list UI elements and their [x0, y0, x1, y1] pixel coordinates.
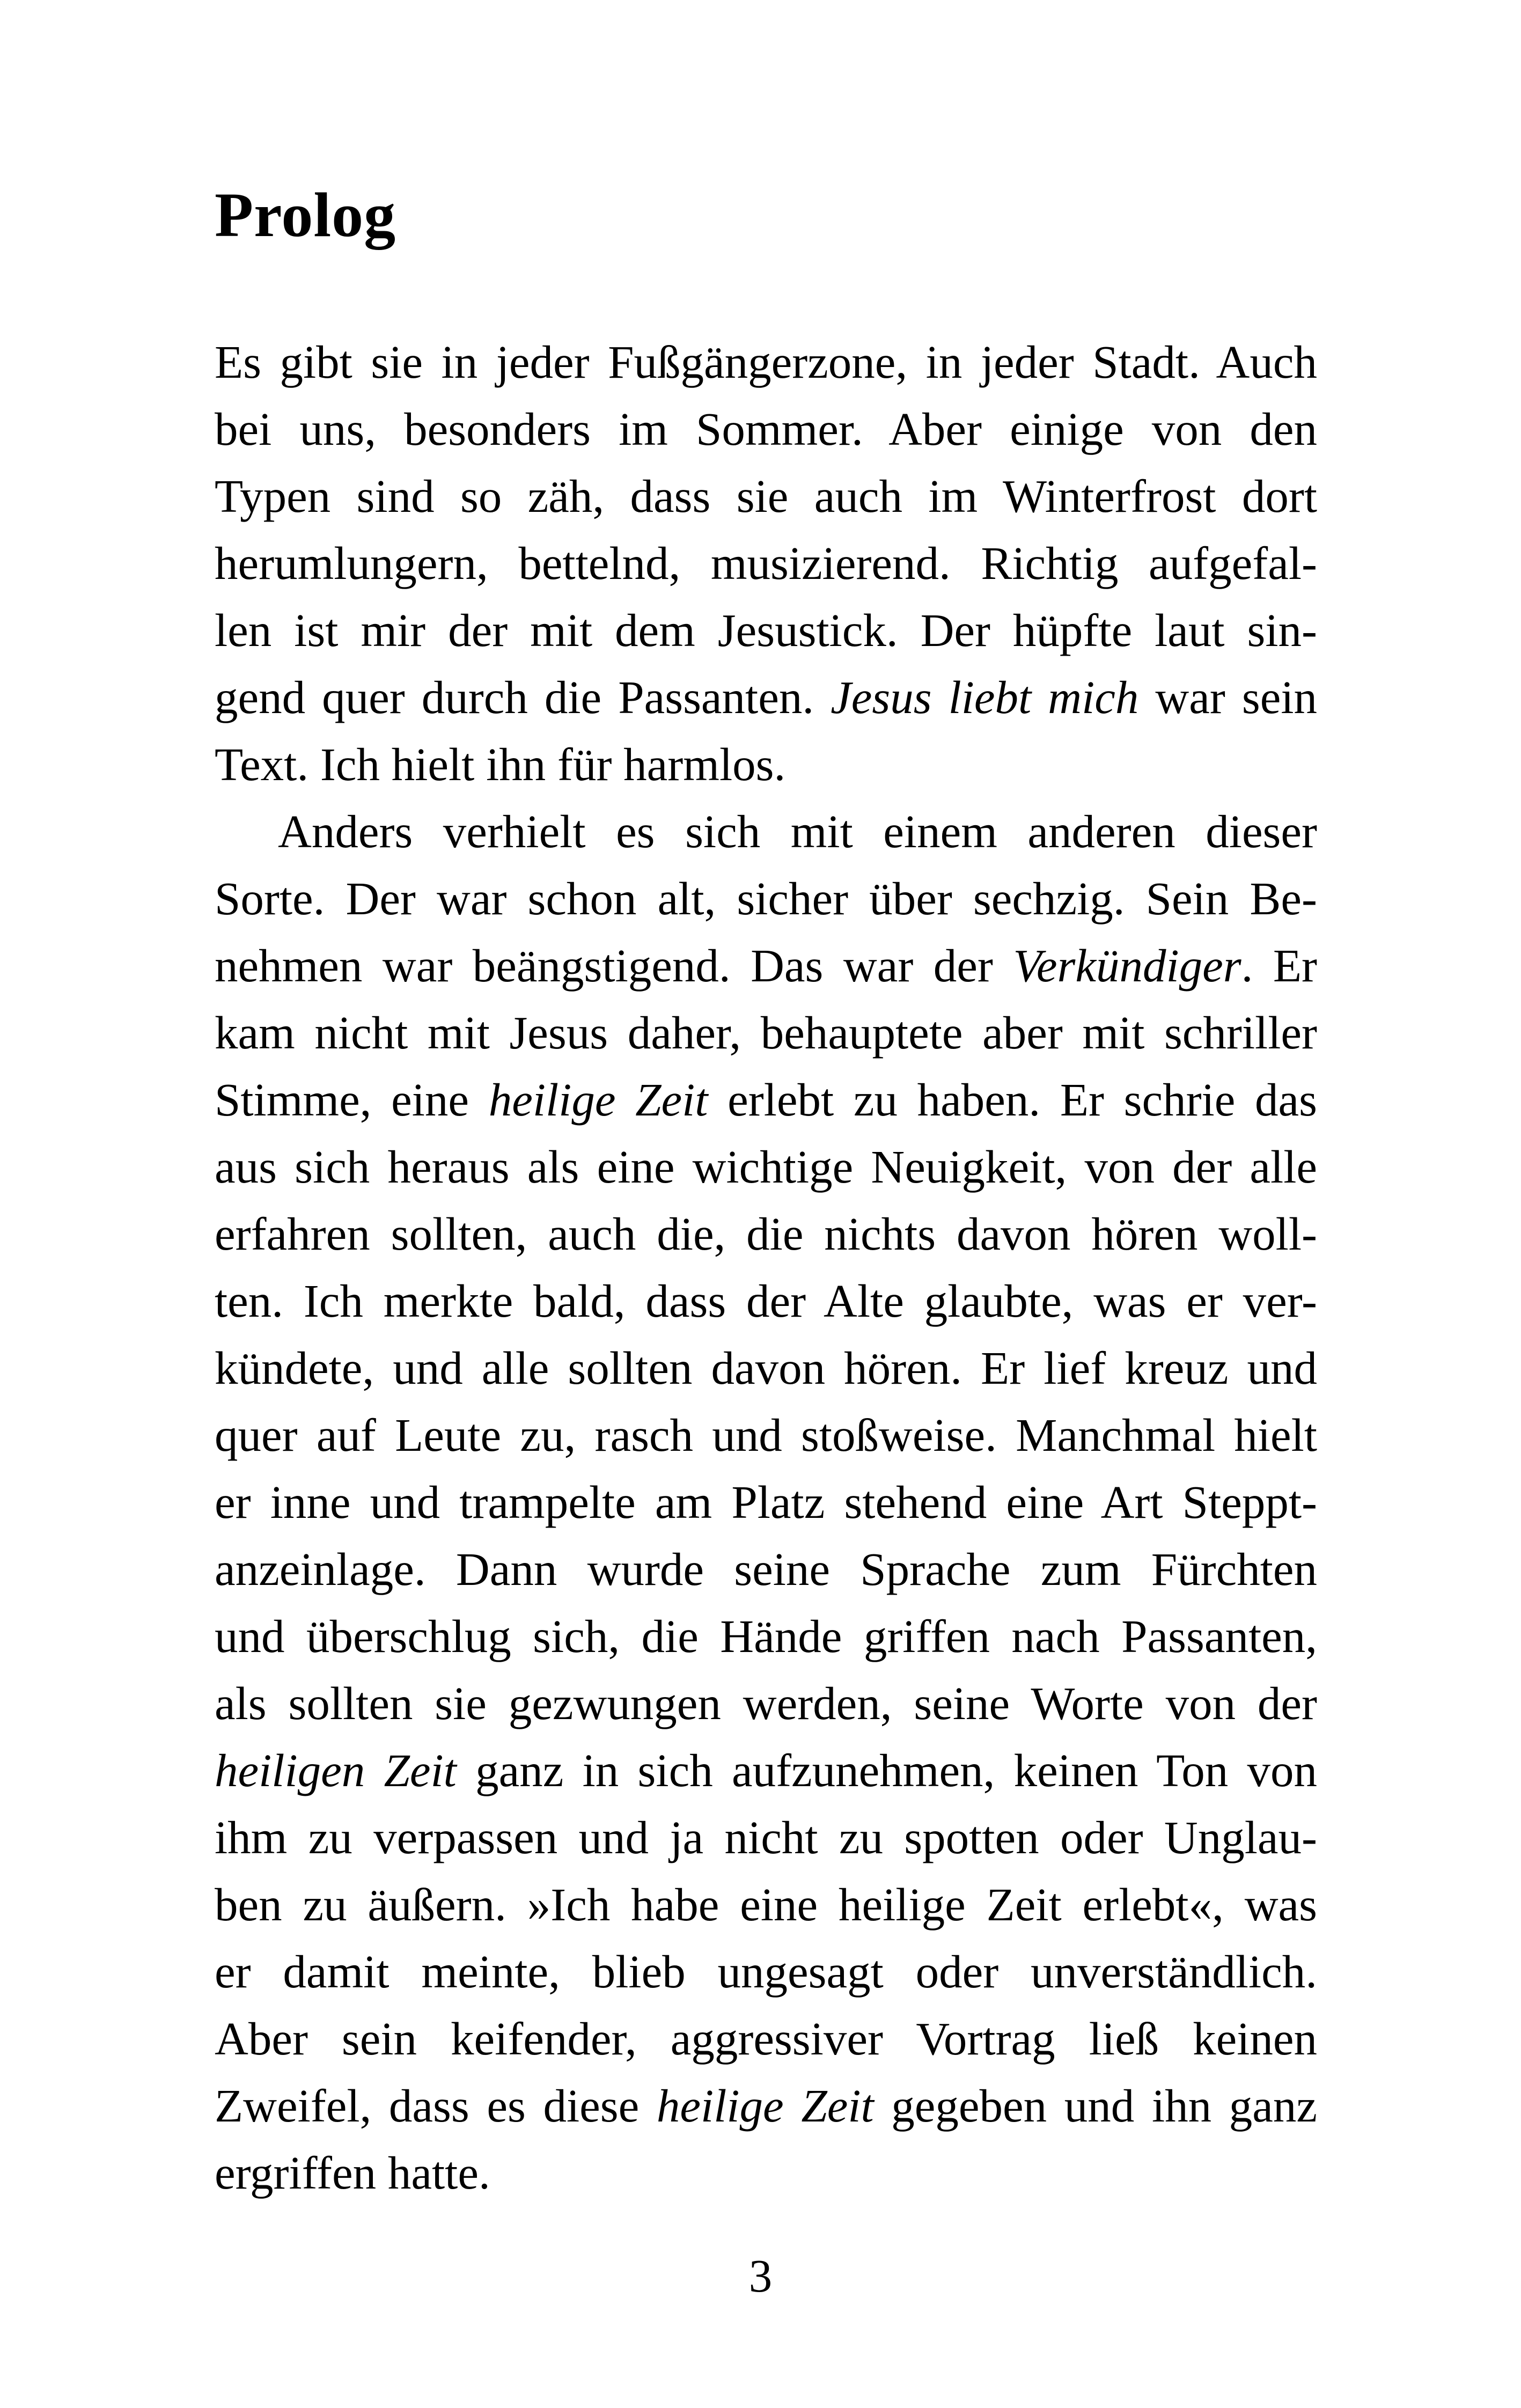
- text-segment: . Er: [1241, 939, 1317, 992]
- text-line: [215, 597, 1317, 664]
- text-line: [215, 530, 1317, 597]
- text-segment: ben zu äußern. »Ich habe eine heilige Zeit erlebt«, was: [215, 1878, 1317, 1930]
- text-line: [215, 1334, 1317, 1401]
- text-line: [215, 1401, 1317, 1469]
- text-segment: er inne und trampelte am Platz stehend eine Art Steppt-: [215, 1476, 1317, 1528]
- text-line: [215, 1670, 1317, 1737]
- text-line: [215, 1737, 1317, 1804]
- text-line: [215, 932, 1317, 999]
- text-segment: ihm zu verpassen und ja nicht zu spotten oder Unglau-: [215, 1811, 1317, 1863]
- italic-text: Verkündiger: [1013, 939, 1241, 992]
- italic-text: heiligen Zeit: [215, 1744, 457, 1796]
- italic-text: heilige Zeit: [656, 2080, 874, 2132]
- text-line: [215, 1133, 1317, 1200]
- text-line: [215, 1603, 1317, 1670]
- page-number: 3: [748, 2250, 773, 2302]
- text-segment: als sollten sie gezwungen werden, seine Worte von der: [215, 1677, 1317, 1729]
- text-segment: len ist mir der mit dem Jesustick. Der hüpfte laut sin-: [215, 604, 1317, 656]
- text-line: [215, 1871, 1317, 1938]
- text-segment: nehmen war beängstigend. Das war der: [215, 939, 1013, 992]
- text-segment: Zweifel, dass es diese: [215, 2080, 657, 2132]
- text-segment: kündete, und alle sollten davon hören. Er lief kreuz und: [215, 1342, 1317, 1394]
- text-segment: herumlungern, bettelnd, musizierend. Richtig aufgefal-: [215, 537, 1317, 589]
- text-line: [215, 1200, 1317, 1267]
- text-line: [215, 2139, 1317, 2206]
- text-line: [215, 664, 1317, 731]
- text-segment: gend quer durch die Passanten.: [215, 671, 831, 723]
- text-segment: war sein: [1138, 671, 1317, 723]
- paragraph: [215, 328, 1317, 798]
- text-line: [215, 2005, 1317, 2072]
- italic-text: heilige Zeit: [488, 1074, 708, 1126]
- text-segment: ten. Ich merkte bald, dass der Alte glaubte, was er ver-: [215, 1275, 1317, 1327]
- text-segment: erfahren sollten, auch die, die nichts davon hören woll-: [215, 1208, 1317, 1260]
- text-segment: aus sich heraus als eine wichtige Neuigkeit, von der alle: [215, 1141, 1317, 1193]
- text-line: [215, 2072, 1317, 2139]
- text-line: [215, 1938, 1317, 2005]
- text-line: [215, 395, 1317, 462]
- text-line: [215, 1066, 1317, 1133]
- text-segment: er damit meinte, blieb ungesagt oder unverständlich.: [215, 1946, 1317, 1998]
- text-segment: ergriffen hatte.: [215, 2147, 490, 2199]
- paragraph: [215, 798, 1317, 2206]
- text-segment: Aber sein keifender, aggressiver Vortrag ließ keinen: [215, 2013, 1317, 2065]
- text-line: [215, 865, 1317, 932]
- text-segment: ganz in sich aufzunehmen, keinen Ton von: [456, 1744, 1317, 1796]
- text-segment: Sorte. Der war schon alt, sicher über sechzig. Sein Be-: [215, 872, 1317, 924]
- text-line: [215, 1267, 1317, 1334]
- text-line: [215, 1804, 1317, 1871]
- italic-text: Jesus liebt mich: [831, 671, 1139, 723]
- text-segment: Es gibt sie in jeder Fußgängerzone, in jeder Stadt. Auch: [215, 336, 1317, 388]
- text-segment: Text. Ich hielt ihn für harmlos.: [215, 738, 786, 790]
- text-segment: Typen sind so zäh, dass sie auch im Winterfrost dort: [215, 470, 1317, 522]
- body-text: [215, 328, 1317, 2206]
- text-line: [215, 731, 1317, 798]
- text-segment: erlebt zu haben. Er schrie das: [708, 1074, 1317, 1126]
- text-line: [215, 999, 1317, 1066]
- text-line: [215, 1469, 1317, 1536]
- text-segment: Anders verhielt es sich mit einem anderen dieser: [278, 805, 1317, 857]
- text-segment: bei uns, besonders im Sommer. Aber einige von den: [215, 403, 1317, 455]
- text-line: [215, 462, 1317, 530]
- text-segment: kam nicht mit Jesus daher, behauptete aber mit schriller: [215, 1007, 1317, 1059]
- text-segment: Stimme, eine: [215, 1074, 489, 1126]
- text-segment: quer auf Leute zu, rasch und stoßweise. Manchmal hielt: [215, 1409, 1317, 1461]
- text-segment: und überschlug sich, die Hände griffen nach Passanten,: [215, 1610, 1317, 1662]
- text-line: [215, 1536, 1317, 1603]
- text-segment: gegeben und ihn ganz: [873, 2080, 1317, 2132]
- text-line: [215, 798, 1317, 865]
- text-segment: anzeinlage. Dann wurde seine Sprache zum Fürchten: [215, 1543, 1317, 1595]
- text-line: [215, 328, 1317, 395]
- chapter-title: Prolog: [215, 180, 396, 250]
